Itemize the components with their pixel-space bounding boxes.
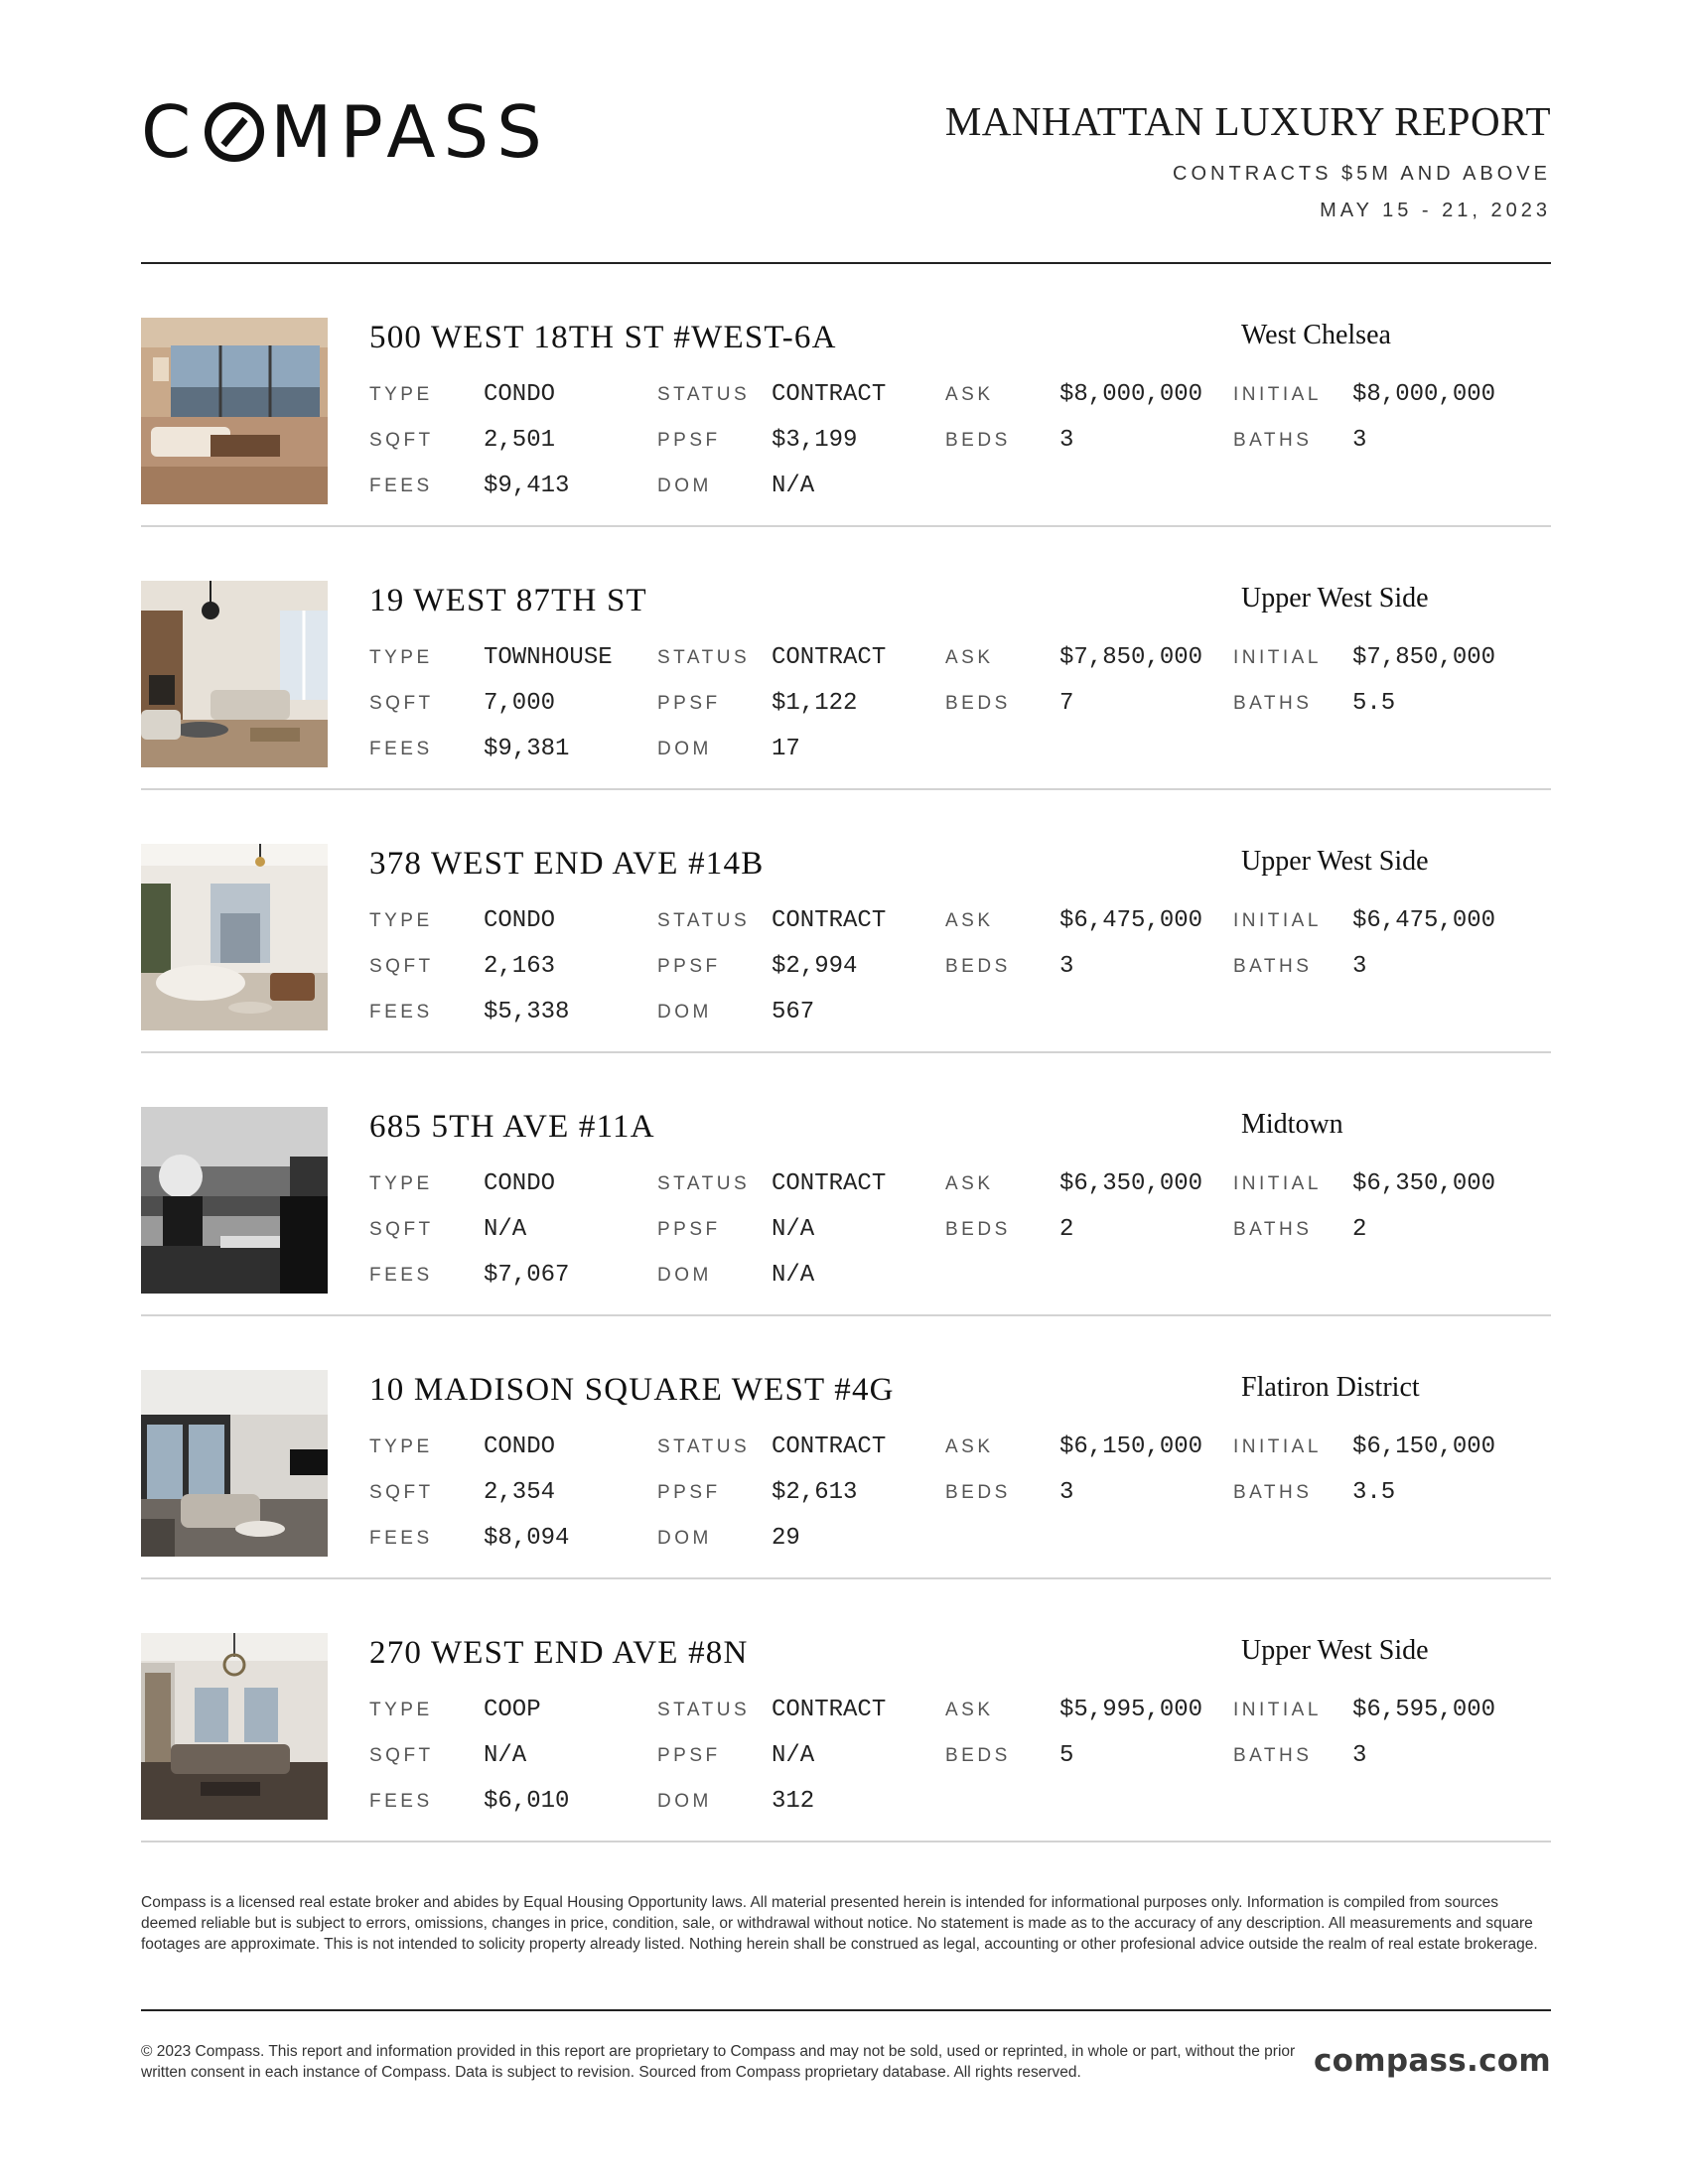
field-label-ppsf: PPSF: [657, 1219, 721, 1240]
field-value-status: CONTRACT: [772, 1433, 887, 1460]
field-value-type: CONDO: [484, 1433, 556, 1460]
field-label-ppsf: PPSF: [657, 956, 721, 977]
field-value-sqft: 2,163: [484, 953, 556, 980]
field-label-status: STATUS: [657, 384, 751, 405]
field-value-ppsf: $3,199: [772, 427, 858, 454]
field-value-initial: $6,150,000: [1352, 1433, 1496, 1460]
field-value-beds: 5: [1059, 1742, 1074, 1769]
field-label-sqft: SQFT: [369, 1745, 434, 1766]
field-label-beds: BEDS: [945, 956, 1011, 977]
field-label-initial: INITIAL: [1233, 384, 1322, 405]
field-value-ask: $6,350,000: [1059, 1170, 1203, 1197]
field-value-sqft: 2,501: [484, 427, 556, 454]
listing-neighborhood: Upper West Side: [1241, 1635, 1429, 1666]
field-value-status: CONTRACT: [772, 381, 887, 408]
field-label-baths: BATHS: [1233, 430, 1313, 451]
field-value-dom: 312: [772, 1788, 815, 1815]
field-label-fees: FEES: [369, 1791, 433, 1812]
listing-photo: [141, 1107, 328, 1294]
field-value-sqft: 7,000: [484, 690, 556, 717]
field-label-dom: DOM: [657, 1528, 712, 1549]
field-label-sqft: SQFT: [369, 693, 434, 714]
listing-row: [141, 264, 1551, 527]
listing-neighborhood: West Chelsea: [1241, 320, 1391, 350]
field-value-status: CONTRACT: [772, 1170, 887, 1197]
field-value-type: CONDO: [484, 381, 556, 408]
field-value-status: CONTRACT: [772, 644, 887, 671]
field-label-type: TYPE: [369, 1436, 433, 1457]
compass-o-icon: [205, 102, 264, 162]
field-value-baths: 3.5: [1352, 1479, 1396, 1506]
field-label-ask: ASK: [945, 1700, 994, 1720]
field-label-type: TYPE: [369, 647, 433, 668]
field-value-fees: $9,381: [484, 736, 570, 762]
listing-row: [141, 1316, 1551, 1579]
listing-photo: [141, 844, 328, 1030]
field-label-sqft: SQFT: [369, 956, 434, 977]
field-label-fees: FEES: [369, 1528, 433, 1549]
field-value-ask: $7,850,000: [1059, 644, 1203, 671]
field-value-initial: $6,595,000: [1352, 1697, 1496, 1723]
field-value-fees: $6,010: [484, 1788, 570, 1815]
field-value-initial: $7,850,000: [1352, 644, 1496, 671]
field-value-initial: $8,000,000: [1352, 381, 1496, 408]
field-value-beds: 3: [1059, 953, 1074, 980]
field-label-initial: INITIAL: [1233, 1436, 1322, 1457]
field-label-initial: INITIAL: [1233, 647, 1322, 668]
field-label-fees: FEES: [369, 1265, 433, 1286]
field-label-beds: BEDS: [945, 1745, 1011, 1766]
field-label-baths: BATHS: [1233, 1745, 1313, 1766]
field-value-dom: 17: [772, 736, 800, 762]
field-value-ask: $8,000,000: [1059, 381, 1203, 408]
field-value-ppsf: $2,994: [772, 953, 858, 980]
field-label-fees: FEES: [369, 476, 433, 496]
field-value-baths: 3: [1352, 953, 1367, 980]
compass-logo: [141, 90, 550, 174]
field-value-fees: $7,067: [484, 1262, 570, 1289]
field-label-fees: FEES: [369, 1002, 433, 1023]
field-value-beds: 3: [1059, 1479, 1074, 1506]
listing-divider: [141, 1841, 1551, 1843]
field-label-ppsf: PPSF: [657, 430, 721, 451]
field-value-type: TOWNHOUSE: [484, 644, 613, 671]
field-value-ask: $6,150,000: [1059, 1433, 1203, 1460]
field-label-initial: INITIAL: [1233, 1700, 1322, 1720]
field-value-beds: 7: [1059, 690, 1074, 717]
field-value-ppsf: N/A: [772, 1742, 815, 1769]
field-value-initial: $6,350,000: [1352, 1170, 1496, 1197]
field-label-baths: BATHS: [1233, 693, 1313, 714]
listing-neighborhood: Flatiron District: [1241, 1372, 1420, 1403]
field-label-beds: BEDS: [945, 693, 1011, 714]
listing-row: [141, 1579, 1551, 1843]
field-label-ask: ASK: [945, 647, 994, 668]
field-value-type: COOP: [484, 1697, 541, 1723]
field-value-dom: 29: [772, 1525, 800, 1552]
field-label-fees: FEES: [369, 739, 433, 759]
field-label-type: TYPE: [369, 384, 433, 405]
listing-address: 685 5TH AVE #11A: [369, 1109, 655, 1145]
field-label-ask: ASK: [945, 1173, 994, 1194]
field-value-sqft: N/A: [484, 1216, 527, 1243]
field-value-dom: 567: [772, 999, 815, 1025]
field-value-ppsf: $2,613: [772, 1479, 858, 1506]
footer-website-link[interactable]: compass.com: [1313, 2043, 1551, 2079]
field-label-baths: BATHS: [1233, 956, 1313, 977]
compass-logo-wordmark: C MPASS: [141, 90, 550, 174]
field-label-status: STATUS: [657, 1700, 751, 1720]
field-value-beds: 2: [1059, 1216, 1074, 1243]
copyright-text: © 2023 Compass. This report and information provided in this report are proprietary to Compass and may not be sold, used or reprinted, in whole or part, without the prior written consent in each instance of Compass. Data is subject to revision. Sourced from Compass proprietary database. All rights reserved.: [141, 2043, 1296, 2081]
listing-photo: [141, 581, 328, 767]
field-label-beds: BEDS: [945, 1219, 1011, 1240]
field-value-beds: 3: [1059, 427, 1074, 454]
disclaimer-text: Compass is a licensed real estate broker and abides by Equal Housing Opportunity laws. All material presented herein is intended for informational purposes only. Information is compiled from sources deemed reliable but is subject to errors, omissions, changes in price, condition, sale, or withdrawal without notice. No statement is made as to the accuracy of any description. All measurements and square footages are approximate. This is not intended to solicity property already listed. Nothing herein shall be construed as legal, accounting or other profesional advice outside the realm of real estate brokerage.: [141, 1894, 1538, 1953]
listing-photo: [141, 1633, 328, 1820]
field-value-baths: 3: [1352, 427, 1367, 454]
field-value-status: CONTRACT: [772, 907, 887, 934]
field-value-sqft: N/A: [484, 1742, 527, 1769]
field-value-baths: 5.5: [1352, 690, 1396, 717]
field-value-baths: 3: [1352, 1742, 1367, 1769]
field-value-status: CONTRACT: [772, 1697, 887, 1723]
field-value-ppsf: $1,122: [772, 690, 858, 717]
listing-address: 19 WEST 87TH ST: [369, 583, 647, 618]
field-label-type: TYPE: [369, 910, 433, 931]
report-header: [945, 97, 1551, 222]
field-value-baths: 2: [1352, 1216, 1367, 1243]
field-label-status: STATUS: [657, 910, 751, 931]
report-title: MANHATTAN LUXURY REPORT: [944, 98, 1551, 144]
listing-row: [141, 1053, 1551, 1316]
field-label-type: TYPE: [369, 1173, 433, 1194]
field-label-ask: ASK: [945, 384, 994, 405]
field-label-ask: ASK: [945, 910, 994, 931]
field-label-status: STATUS: [657, 647, 751, 668]
field-label-dom: DOM: [657, 1791, 712, 1812]
field-value-ask: $5,995,000: [1059, 1697, 1203, 1723]
field-label-baths: BATHS: [1233, 1482, 1313, 1503]
field-label-beds: BEDS: [945, 1482, 1011, 1503]
listing-photo: [141, 1370, 328, 1557]
field-value-type: CONDO: [484, 907, 556, 934]
listing-neighborhood: Upper West Side: [1241, 846, 1429, 877]
listing-address: 270 WEST END AVE #8N: [369, 1635, 749, 1671]
field-label-sqft: SQFT: [369, 1482, 434, 1503]
field-value-ask: $6,475,000: [1059, 907, 1203, 934]
field-label-ask: ASK: [945, 1436, 994, 1457]
footer-divider: [141, 2009, 1551, 2011]
field-label-type: TYPE: [369, 1700, 433, 1720]
field-label-dom: DOM: [657, 1265, 712, 1286]
field-value-type: CONDO: [484, 1170, 556, 1197]
listing-photo: [141, 318, 328, 504]
listing-neighborhood: Midtown: [1241, 1109, 1343, 1140]
field-value-initial: $6,475,000: [1352, 907, 1496, 934]
field-label-ppsf: PPSF: [657, 693, 721, 714]
field-value-dom: N/A: [772, 1262, 815, 1289]
report-subtitle: CONTRACTS $5M AND ABOVE: [1173, 163, 1551, 185]
field-value-fees: $5,338: [484, 999, 570, 1025]
listing-address: 10 MADISON SQUARE WEST #4G: [369, 1372, 895, 1408]
field-value-fees: $8,094: [484, 1525, 570, 1552]
field-label-initial: INITIAL: [1233, 1173, 1322, 1194]
listing-address: 378 WEST END AVE #14B: [369, 846, 765, 882]
field-label-initial: INITIAL: [1233, 910, 1322, 931]
field-label-baths: BATHS: [1233, 1219, 1313, 1240]
field-label-status: STATUS: [657, 1436, 751, 1457]
listing-address: 500 WEST 18TH ST #WEST-6A: [369, 320, 837, 355]
field-label-sqft: SQFT: [369, 1219, 434, 1240]
field-label-dom: DOM: [657, 476, 712, 496]
listing-row: [141, 527, 1551, 790]
listing-row: [141, 790, 1551, 1053]
field-value-dom: N/A: [772, 473, 815, 499]
report-date-range: MAY 15 - 21, 2023: [1320, 200, 1551, 221]
field-label-dom: DOM: [657, 1002, 712, 1023]
field-value-ppsf: N/A: [772, 1216, 815, 1243]
listing-neighborhood: Upper West Side: [1241, 583, 1429, 614]
field-value-sqft: 2,354: [484, 1479, 556, 1506]
field-label-status: STATUS: [657, 1173, 751, 1194]
field-label-dom: DOM: [657, 739, 712, 759]
field-label-beds: BEDS: [945, 430, 1011, 451]
field-label-sqft: SQFT: [369, 430, 434, 451]
field-label-ppsf: PPSF: [657, 1482, 721, 1503]
field-value-fees: $9,413: [484, 473, 570, 499]
field-label-ppsf: PPSF: [657, 1745, 721, 1766]
